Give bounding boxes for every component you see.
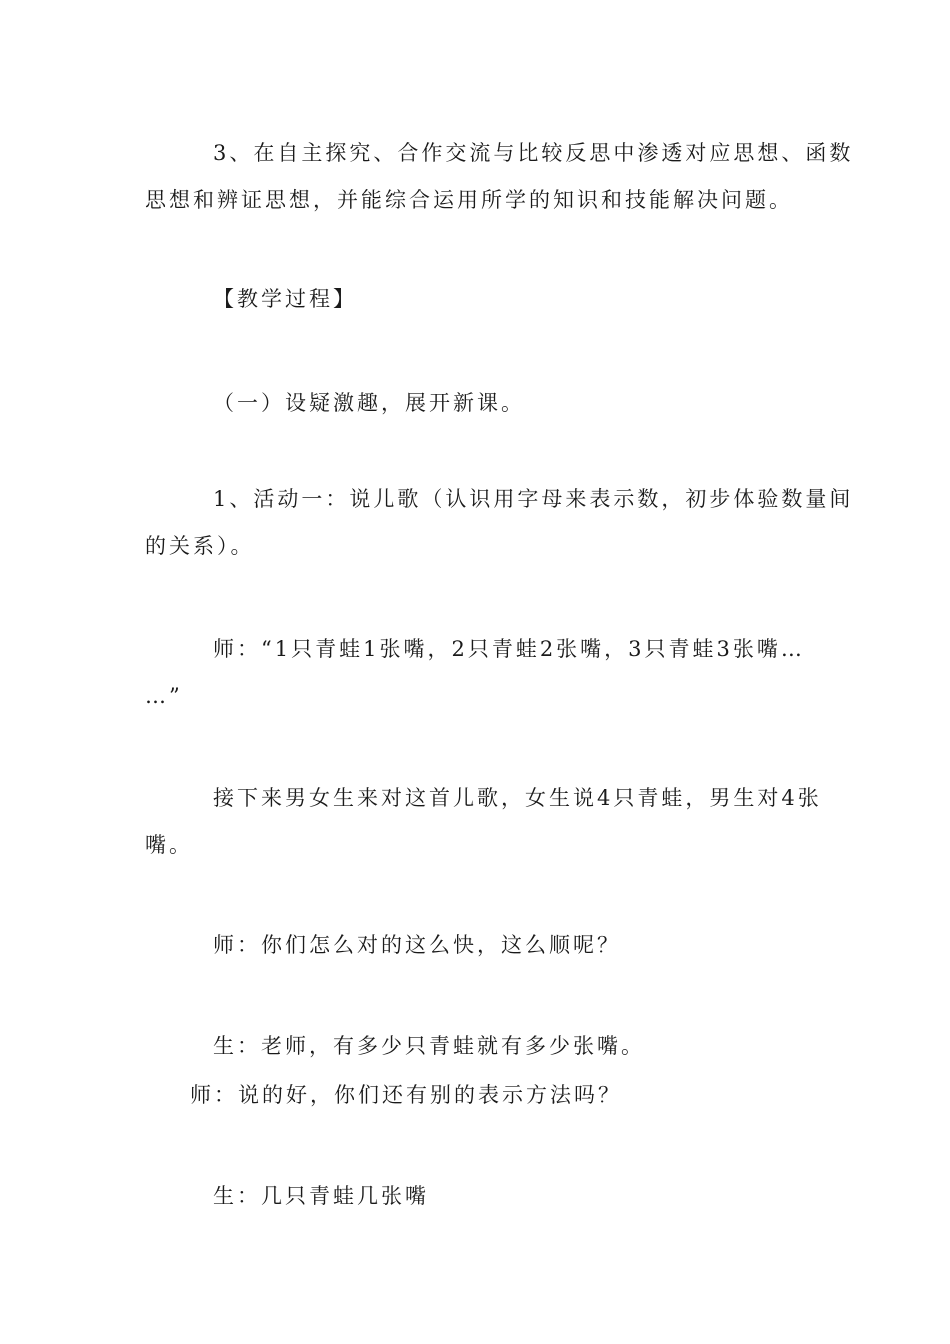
paragraph-line: 接下来男女生来对这首儿歌，女生说4只青蛙，男生对4张 (213, 786, 822, 810)
paragraph-line: 的关系）。 (145, 534, 255, 558)
paragraph-goal-3 (145, 130, 853, 224)
paragraph-teacher-question (213, 922, 621, 969)
paragraph-line: 生：几只青蛙几张嘴 (213, 1184, 429, 1208)
paragraph-teacher-rhyme (145, 626, 805, 720)
paragraph-line: 【教学过程】 (213, 287, 357, 311)
paragraph-line: …” (145, 684, 183, 708)
paragraph-line: 师：你们怎么对的这么快，这么顺呢？ (213, 933, 621, 957)
paragraph-line: 嘴。 (145, 833, 193, 857)
paragraph-rhyme-exchange (145, 775, 822, 869)
section-heading-teaching-process (213, 276, 357, 323)
paragraph-line: 3、在自主探究、合作交流与比较反思中渗透对应思想、函数 (213, 141, 854, 165)
paragraph-student-answer-1 (213, 1023, 645, 1070)
section-title-1 (213, 380, 525, 427)
paragraph-line: 师：“1只青蛙1张嘴，2只青蛙2张嘴，3只青蛙3张嘴… (213, 637, 805, 661)
paragraph-line: （一）设疑激趣，展开新课。 (213, 391, 525, 415)
paragraph-student-answer-2 (213, 1173, 429, 1220)
paragraph-line: 师：说的好，你们还有别的表示方法吗？ (190, 1083, 622, 1107)
paragraph-line: 1、活动一：说儿歌（认识用字母来表示数，初步体验数量间 (213, 487, 854, 511)
paragraph-teacher-followup (190, 1072, 622, 1119)
paragraph-line: 生：老师，有多少只青蛙就有多少张嘴。 (213, 1034, 645, 1058)
paragraph-activity-1 (145, 476, 853, 570)
paragraph-line: 思想和辨证思想，并能综合运用所学的知识和技能解决问题。 (145, 188, 793, 212)
